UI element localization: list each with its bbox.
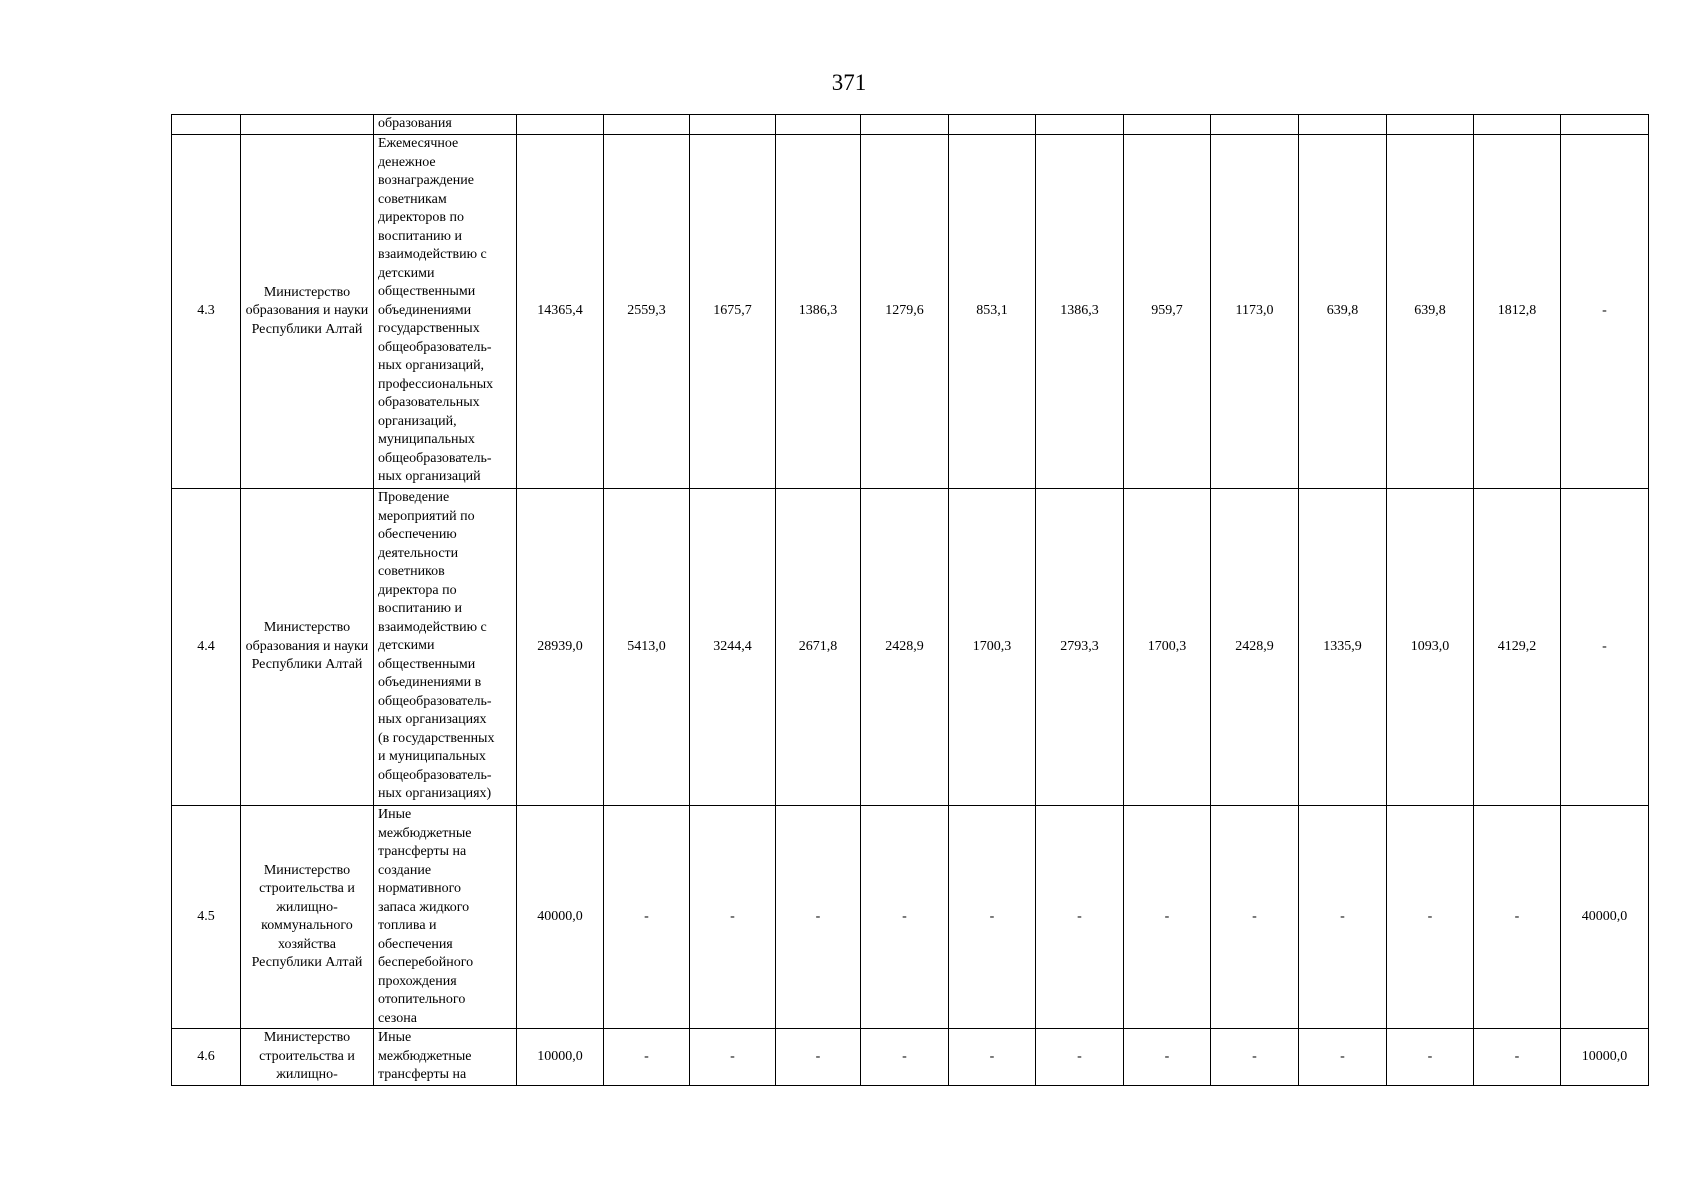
desc-line: вознаграждение (378, 173, 474, 188)
value-cell: 40000,0 (517, 806, 604, 1029)
value-cell: - (861, 1029, 949, 1086)
value-cell: 10000,0 (1561, 1029, 1649, 1086)
value-cell (776, 115, 861, 135)
value-cell: 1675,7 (690, 135, 776, 489)
value-cell (1211, 115, 1299, 135)
desc-line: нормативного (378, 881, 462, 896)
desc-cell (374, 489, 517, 806)
num-cell (172, 115, 241, 135)
value-cell: - (1387, 1029, 1474, 1086)
value-cell: - (604, 806, 690, 1029)
value-cell: - (776, 806, 861, 1029)
value-cell (604, 115, 690, 135)
desc-line: детскими (378, 265, 435, 281)
org-cell: Министерство строительства и жилищно-коммунального хозяйства Республики Алтай (241, 806, 374, 1029)
num-cell: 4.5 (172, 806, 241, 1029)
value-cell (1299, 115, 1387, 135)
value-cell: - (1211, 1029, 1299, 1086)
value-cell: - (949, 806, 1036, 1029)
table-row (172, 135, 1649, 489)
value-cell: - (1036, 806, 1124, 1029)
desc-line: сезона (378, 1010, 417, 1026)
value-cell: - (861, 806, 949, 1029)
org-cell: Министерство строительства и жилищно- (241, 1029, 374, 1086)
org-cell: Министерство образования и науки Республики Алтай (241, 135, 374, 489)
value-cell: 1173,0 (1211, 135, 1299, 489)
value-cell (861, 115, 949, 135)
desc-line: детскими (378, 638, 435, 653)
value-cell: - (1036, 1029, 1124, 1086)
value-cell: 959,7 (1124, 135, 1211, 489)
value-cell: 1386,3 (776, 135, 861, 489)
value-cell: - (604, 1029, 690, 1086)
desc-line: общеобразователь- (378, 693, 492, 709)
value-cell (1474, 115, 1561, 135)
value-cell: - (690, 1029, 776, 1086)
value-cell: 1279,6 (861, 135, 949, 489)
desc-line: трансферты на (378, 1067, 467, 1082)
table-row (172, 489, 1649, 806)
desc-line: директоров по (378, 210, 464, 225)
value-cell: 10000,0 (517, 1029, 604, 1086)
value-cell: 2793,3 (1036, 489, 1124, 806)
value-cell: - (1474, 1029, 1561, 1086)
value-cell: 1093,0 (1387, 489, 1474, 806)
desc-line: профессиональных (378, 376, 494, 392)
value-cell: 639,8 (1299, 135, 1387, 489)
desc-line: директора по (378, 582, 457, 598)
desc-line: общественными (378, 284, 476, 299)
desc-line: общественными (378, 656, 476, 672)
value-cell: - (776, 1029, 861, 1086)
desc-line: бесперебойного (378, 955, 474, 970)
value-cell (949, 115, 1036, 135)
desc-line: ных организаций (378, 469, 481, 484)
value-cell (1124, 115, 1211, 135)
value-cell: 1386,3 (1036, 135, 1124, 489)
value-cell: - (1211, 806, 1299, 1029)
value-cell: 853,1 (949, 135, 1036, 489)
desc-line: межбюджетные (378, 825, 472, 841)
desc-line: трансферты на (378, 844, 467, 859)
value-cell: - (1474, 806, 1561, 1029)
desc-line: топлива и (378, 918, 437, 933)
desc-line: и муниципальных (378, 749, 486, 764)
num-cell: 4.3 (172, 135, 241, 489)
desc-line: общеобразователь- (378, 450, 492, 466)
value-cell: 1812,8 (1474, 135, 1561, 489)
desc-line: денежное (378, 154, 436, 170)
value-cell: - (1561, 489, 1649, 806)
value-cell: 2671,8 (776, 489, 861, 806)
value-cell: - (1299, 806, 1387, 1029)
desc-line: (в государственных (378, 730, 495, 746)
value-cell: 1335,9 (1299, 489, 1387, 806)
table-row (172, 1029, 1649, 1086)
desc-line: Иные (378, 1030, 412, 1045)
desc-line: образовательных (378, 395, 480, 410)
desc-line: обеспечения (378, 936, 453, 952)
desc-line: прохождения (378, 973, 457, 989)
desc-line: организаций, (378, 413, 457, 429)
desc-line: общеобразователь- (378, 339, 492, 355)
value-cell: 28939,0 (517, 489, 604, 806)
value-cell: - (1124, 1029, 1211, 1086)
desc-cell (374, 115, 517, 135)
desc-line: мероприятий по (378, 508, 475, 524)
desc-line: объединениями в (378, 675, 482, 690)
value-cell: 2428,9 (1211, 489, 1299, 806)
desc-line: отопительного (378, 992, 466, 1007)
desc-line: советникам (378, 191, 447, 207)
value-cell: 2559,3 (604, 135, 690, 489)
desc-line: общеобразователь- (378, 767, 492, 783)
desc-line: создание (378, 862, 432, 878)
value-cell: - (1124, 806, 1211, 1029)
desc-line: взаимодействию с (378, 247, 487, 262)
desc-line: обеспечению (378, 527, 457, 542)
value-cell: 40000,0 (1561, 806, 1649, 1029)
value-cell (690, 115, 776, 135)
desc-line: взаимодействию с (378, 619, 487, 635)
table-row-continuation (172, 115, 1649, 135)
page-number: 371 (831, 70, 867, 95)
desc-cell (374, 1029, 517, 1086)
desc-line: объединениями (378, 302, 472, 318)
value-cell: - (1387, 806, 1474, 1029)
value-cell (1036, 115, 1124, 135)
value-cell: 2428,9 (861, 489, 949, 806)
desc-line: государственных (378, 321, 480, 336)
value-cell: - (949, 1029, 1036, 1086)
value-cell (517, 115, 604, 135)
budget-table (171, 114, 1649, 1086)
table-row (172, 806, 1649, 1029)
num-cell: 4.4 (172, 489, 241, 806)
value-cell: 639,8 (1387, 135, 1474, 489)
desc-line: запаса жидкого (378, 899, 470, 915)
value-cell: - (1299, 1029, 1387, 1086)
org-cell (241, 115, 374, 135)
desc-line: советников (378, 564, 445, 579)
value-cell (1561, 115, 1649, 135)
value-cell: 4129,2 (1474, 489, 1561, 806)
value-cell: 3244,4 (690, 489, 776, 806)
value-cell: - (690, 806, 776, 1029)
value-cell: - (1561, 135, 1649, 489)
value-cell: 5413,0 (604, 489, 690, 806)
desc-line: Иные (378, 807, 412, 822)
value-cell (1387, 115, 1474, 135)
org-cell: Министерство образования и науки Республики Алтай (241, 489, 374, 806)
desc-line: Ежемесячное (378, 136, 459, 151)
desc-line: воспитанию и (378, 601, 462, 616)
desc-line: ных организациях) (378, 786, 492, 801)
desc-line: Проведение (378, 490, 450, 505)
desc-line: межбюджетные (378, 1048, 472, 1064)
value-cell: 1700,3 (949, 489, 1036, 806)
desc-line: воспитанию и (378, 228, 462, 244)
desc-line: ных организаций, (378, 358, 485, 373)
desc-cell (374, 135, 517, 489)
desc-line: деятельности (378, 545, 459, 561)
value-cell: 1700,3 (1124, 489, 1211, 806)
desc-cell (374, 806, 517, 1029)
desc-line: ных организациях (378, 712, 487, 727)
value-cell: 14365,4 (517, 135, 604, 489)
num-cell: 4.6 (172, 1029, 241, 1086)
desc-line: муниципальных (378, 432, 475, 447)
table-body (172, 115, 1649, 1086)
desc-line: образования (378, 116, 452, 131)
